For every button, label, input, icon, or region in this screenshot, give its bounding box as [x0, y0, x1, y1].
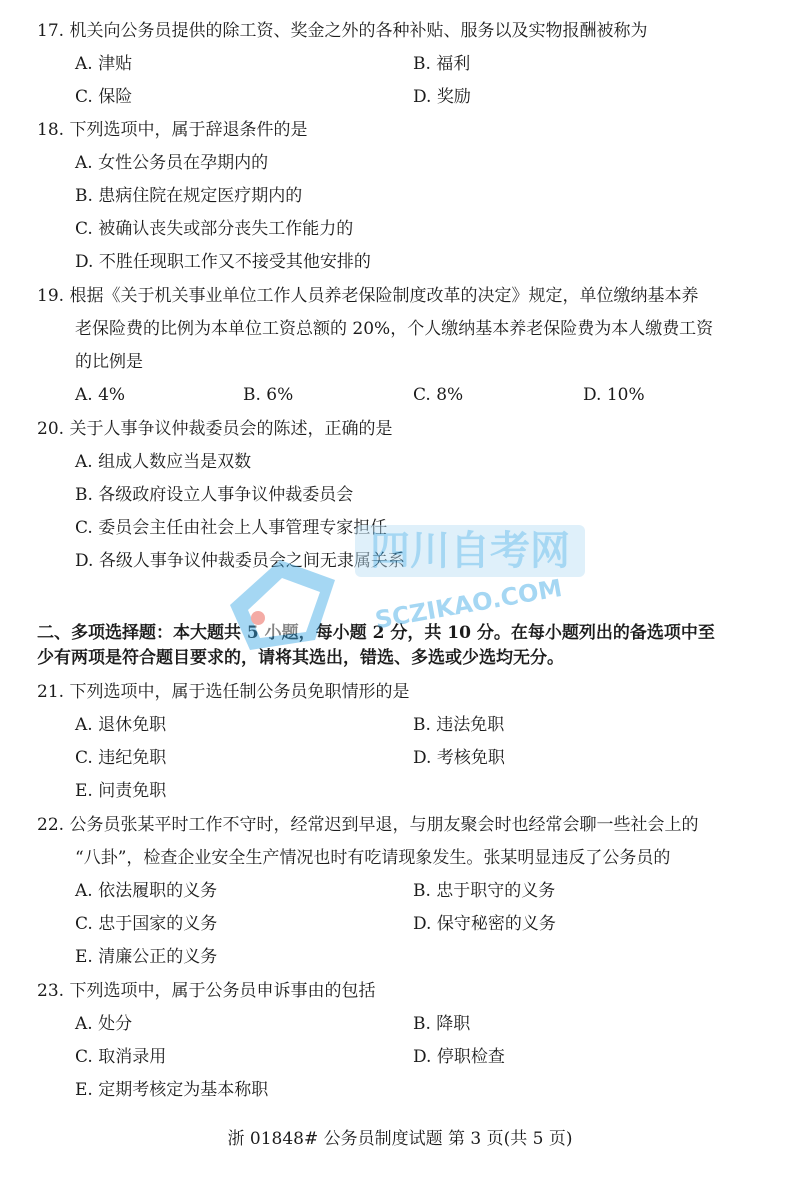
q23-option-d: D. 停职检查 [413, 1047, 505, 1067]
watermark-url-text: SCZIKAO.COM [372, 573, 565, 635]
q22-option-b: B. 忠于职守的义务 [413, 881, 556, 901]
q17-option-b: B. 福利 [413, 54, 471, 74]
q17-stem: 17. 机关向公务员提供的除工资、奖金之外的各种补贴、服务以及实物报酬被称为 [37, 21, 648, 41]
q18-option-d: D. 不胜任现职工作又不接受其他安排的 [75, 252, 371, 272]
q20-option-c: C. 委员会主任由社会上人事管理专家担任 [75, 518, 388, 538]
section-2-instructions: 少有两项是符合题目要求的，请将其选出，错选、多选或少选均无分。 [37, 648, 564, 668]
q23-option-a: A. 处分 [75, 1014, 133, 1034]
q21-option-d: D. 考核免职 [413, 748, 505, 768]
q22-option-c: C. 忠于国家的义务 [75, 914, 218, 934]
q19-option-a: A. 4% [75, 385, 126, 405]
q21-option-c: C. 违纪免职 [75, 748, 167, 768]
q20-option-b: B. 各级政府设立人事争议仲裁委员会 [75, 485, 354, 505]
q18-option-a: A. 女性公务员在孕期内的 [75, 153, 269, 173]
q20-option-a: A. 组成人数应当是双数 [75, 452, 252, 472]
q22-stem-line2: “八卦”，检查企业安全生产情况也时有吃请现象发生。张某明显违反了公务员的 [75, 848, 671, 868]
q22-option-a: A. 依法履职的义务 [75, 881, 218, 901]
q18-stem: 18. 下列选项中，属于辞退条件的是 [37, 120, 308, 140]
q17-option-d: D. 奖励 [413, 87, 471, 107]
q23-stem: 23. 下列选项中，属于公务员申诉事由的包括 [37, 981, 376, 1001]
q22-stem-line1: 22. 公务员张某平时工作不守时，经常迟到早退，与朋友聚会时也经常会聊一些社会上的 [37, 815, 699, 835]
q17-option-c: C. 保险 [75, 87, 133, 107]
q19-option-c: C. 8% [413, 385, 464, 405]
q17-option-a: A. 津贴 [75, 54, 133, 74]
watermark-cn-text: 四川自考网 [370, 528, 570, 574]
q18-option-b: B. 患病住院在规定医疗期内的 [75, 186, 303, 206]
q21-option-a: A. 退休免职 [75, 715, 167, 735]
q19-stem-line2: 老保险费的比例为本单位工资总额的 20%，个人缴纳基本养老保险费为本人缴费工资 [75, 319, 714, 339]
q19-stem-line1: 19. 根据《关于机关事业单位工作人员养老保险制度改革的决定》规定，单位缴纳基本养 [37, 286, 699, 306]
q23-option-b: B. 降职 [413, 1014, 471, 1034]
q23-option-c: C. 取消录用 [75, 1047, 167, 1067]
q19-stem-line3: 的比例是 [75, 352, 143, 372]
q23-option-e: E. 定期考核定为基本称职 [75, 1080, 269, 1100]
section-2-heading: 二、多项选择题：本大题共 5 小题，每小题 2 分，共 10 分。在每小题列出的备选项中至 [37, 623, 715, 643]
q19-option-d: D. 10% [583, 385, 645, 405]
q18-option-c: C. 被确认丧失或部分丧失工作能力的 [75, 219, 354, 239]
q21-option-e: E. 问责免职 [75, 781, 167, 801]
q21-stem: 21. 下列选项中，属于选任制公务员免职情形的是 [37, 682, 410, 702]
q20-option-d: D. 各级人事争议仲裁委员会之间无隶属关系 [75, 551, 405, 571]
q20-stem: 20. 关于人事争议仲裁委员会的陈述，正确的是 [37, 419, 393, 439]
q19-option-b: B. 6% [243, 385, 294, 405]
q22-option-e: E. 清廉公正的义务 [75, 947, 218, 967]
page-footer: 浙 01848# 公务员制度试题 第 3 页(共 5 页) [227, 1129, 573, 1149]
q22-option-d: D. 保守秘密的义务 [413, 914, 556, 934]
q21-option-b: B. 违法免职 [413, 715, 505, 735]
